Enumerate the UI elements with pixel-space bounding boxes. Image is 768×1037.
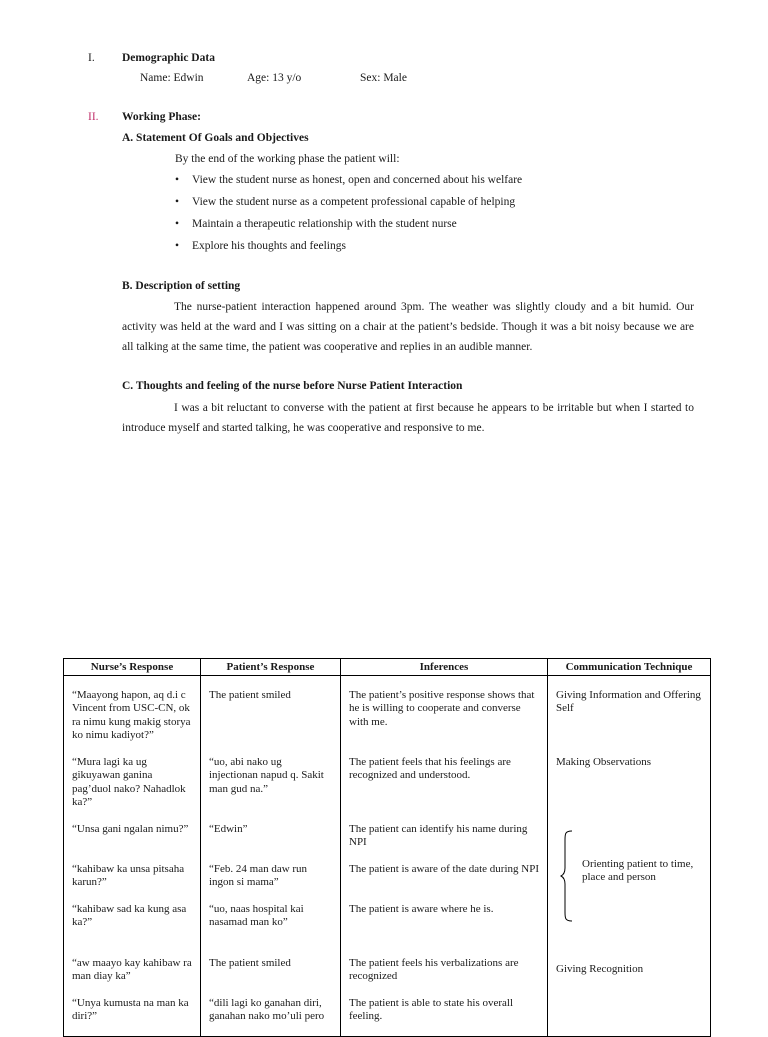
table-header-row xyxy=(64,659,711,676)
nurse-column xyxy=(64,676,201,1037)
patient-column xyxy=(201,676,341,1037)
inference-text: The patient is able to state his overall feeling. xyxy=(349,997,514,1023)
nurse-response: “kahibaw sad ka kung asa ka?” xyxy=(72,903,187,929)
nurse-response: “Unsa gani ngalan nimu?” xyxy=(72,823,189,835)
bullet-icon: • xyxy=(175,240,180,252)
table-row xyxy=(64,676,711,1037)
thoughts-paragraph: I was a bit reluctant to converse with the patient at first because he appears to be irritable but when I started to introduce myself and started talking, he was cooperative and responsive to me. xyxy=(122,402,694,434)
thoughts-heading: C. Thoughts and feeling of the nurse before Nurse Patient Interaction xyxy=(122,380,463,392)
npi-table xyxy=(63,658,711,1037)
patient-response: The patient smiled xyxy=(209,689,291,701)
inference-text: The patient can identify his name during NPI xyxy=(349,823,528,849)
section-2-numeral: II. xyxy=(88,111,99,123)
bullet-icon: • xyxy=(175,218,180,230)
setting-heading: B. Description of setting xyxy=(122,280,241,292)
technique-text: Giving Information and Offering Self xyxy=(556,689,701,715)
nurse-response: “kahibaw ka unsa pitsaha karun?” xyxy=(72,863,185,889)
patient-response: “Feb. 24 man daw run ingon si mama” xyxy=(209,863,308,889)
goals-intro: By the end of the working phase the patient will: xyxy=(175,153,400,165)
section-1-heading: Demographic Data xyxy=(122,52,215,64)
inference-text: The patient is aware where he is. xyxy=(349,903,494,915)
nurse-response: “Mura lagi ka ug gikuyawan ganina pag’duol nako? Nahadlok ka?” xyxy=(72,756,186,809)
bullet-icon: • xyxy=(175,174,180,186)
technique-text: Giving Recognition xyxy=(556,963,644,975)
column-header-patient: Patient’s Response xyxy=(201,659,341,676)
patient-response: The patient smiled xyxy=(209,957,291,969)
inference-text: The patient feels that his feelings are recognized and understood. xyxy=(349,756,511,782)
section-1-numeral: I. xyxy=(88,52,95,64)
demographic-name: Name: Edwin xyxy=(140,72,204,84)
column-header-inferences: Inferences xyxy=(341,659,548,676)
inference-text: The patient is aware of the date during NPI xyxy=(349,863,539,875)
patient-response: “uo, abi nako ug injectionan napud q. Sakit man gud na.” xyxy=(209,756,324,795)
bullet-icon: • xyxy=(175,196,180,208)
demographic-age: Age: 13 y/o xyxy=(247,72,302,84)
column-header-nurse: Nurse’s Response xyxy=(64,659,201,676)
patient-response: “Edwin” xyxy=(209,823,248,835)
goals-heading: A. Statement Of Goals and Objectives xyxy=(122,132,309,144)
technique-text: Making Observations xyxy=(556,756,652,768)
demographic-sex: Sex: Male xyxy=(360,72,407,84)
patient-response: “dili lagi ko ganahan diri, ganahan nako mo’uli pero xyxy=(209,997,325,1023)
column-header-technique: Communication Technique xyxy=(548,659,711,676)
technique-text: Orienting patient to time, place and person xyxy=(582,858,694,884)
inference-text: The patient’s positive response shows that he is willing to cooperate and converse with me. xyxy=(349,689,535,728)
inference-text: The patient feels his verbalizations are recognized xyxy=(349,957,519,983)
nurse-response: “Unya kumusta na man ka diri?” xyxy=(72,997,189,1023)
patient-response: “uo, naas hospital kai nasamad man ko” xyxy=(209,903,304,929)
setting-paragraph: The nurse-patient interaction happened around 3pm. The weather was slightly cloudy and a bit humid. Our activity was held at the ward and I was sitting on a chair at the patient’s bedside. Though it was a bit noisy because we are all talking at the same time, the patient was cooperative and replies in an audible manner. xyxy=(122,301,694,353)
section-2-heading: Working Phase: xyxy=(122,111,201,123)
curly-brace-icon xyxy=(560,830,576,922)
nurse-response: “aw maayo kay kahibaw ra man diay ka” xyxy=(72,957,192,983)
inferences-column xyxy=(341,676,548,1037)
nurse-response: “Maayong hapon, aq d.i c Vincent from USC-CN, ok ra nimu kung makig storya ko nimu kadiyot?” xyxy=(72,689,191,742)
